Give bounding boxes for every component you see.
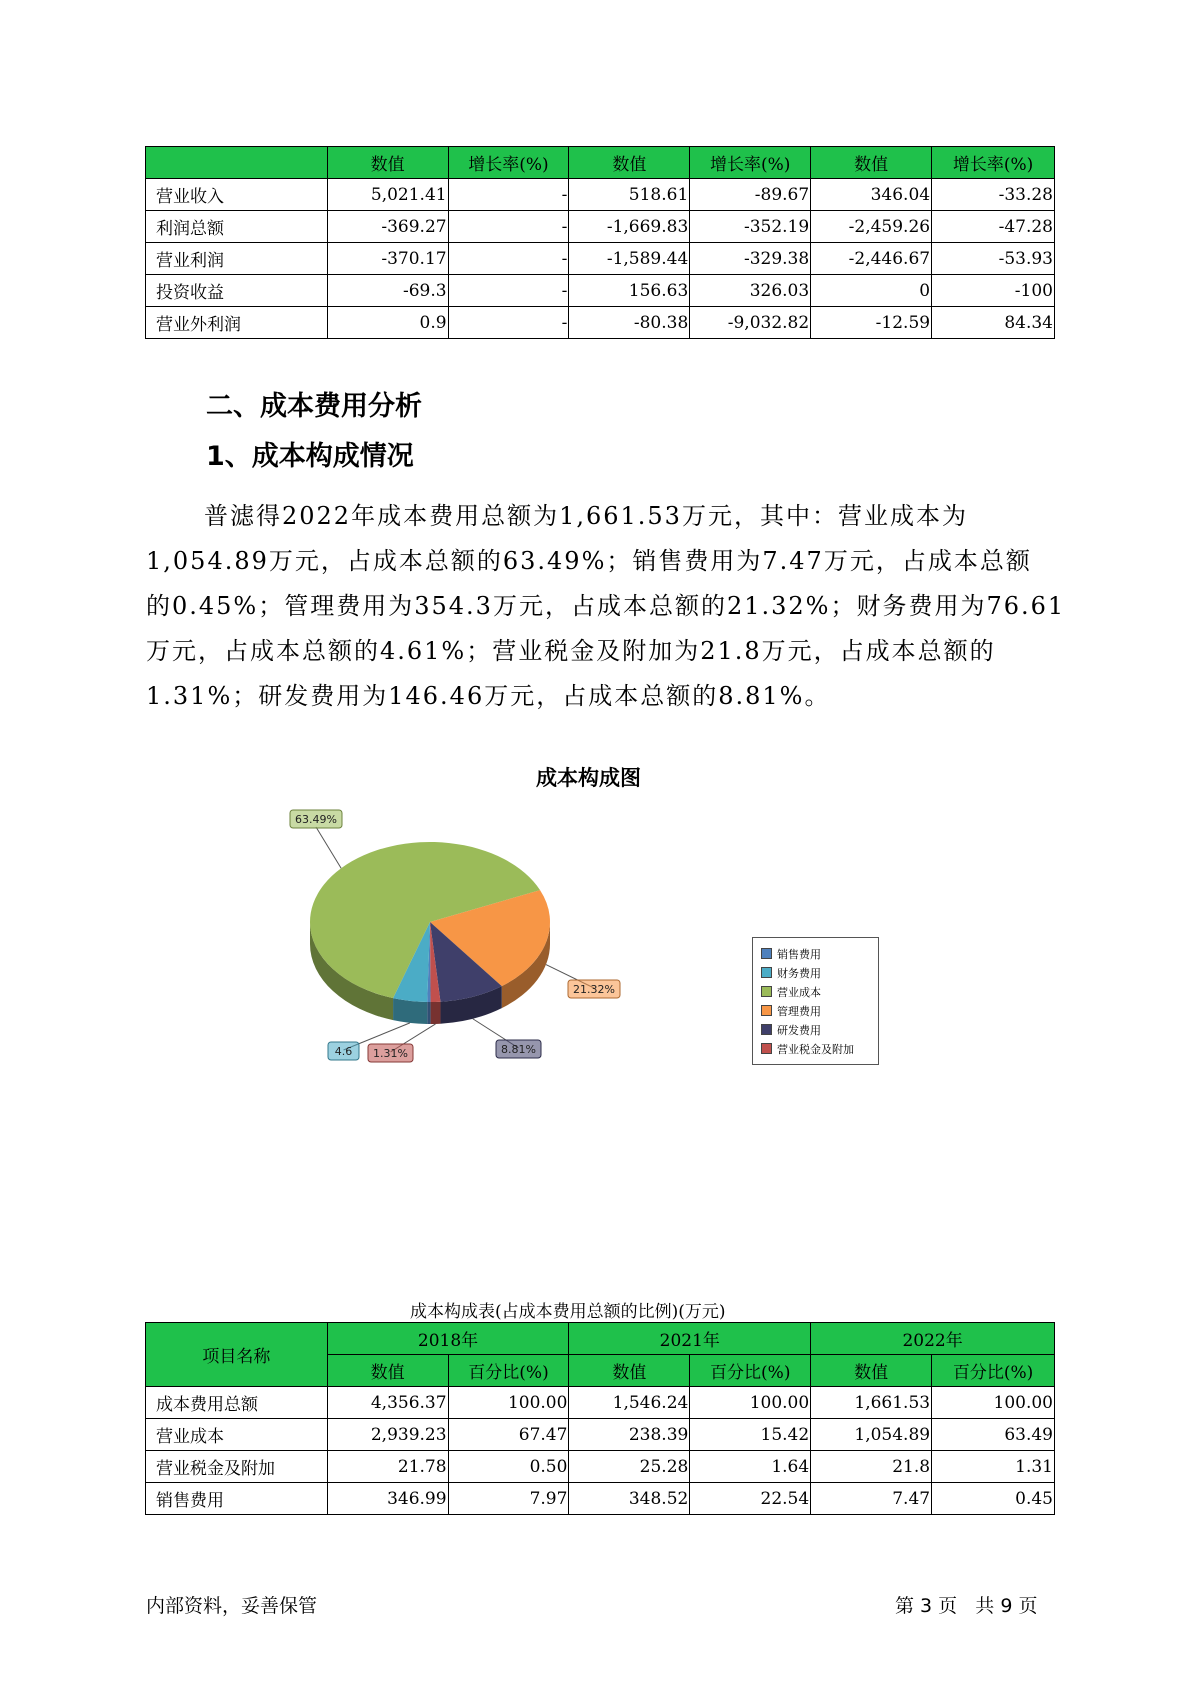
table-cell: 7.47 [811, 1483, 932, 1515]
header-cell: 项目名称 [146, 1323, 328, 1387]
header-cell: 数值 [569, 1355, 690, 1387]
legend-swatch [761, 948, 772, 959]
table-cell: 1.31 [932, 1451, 1055, 1483]
header-cell: 数值 [327, 1355, 448, 1387]
table-cell: 15.42 [690, 1419, 811, 1451]
table-cell: 22.54 [690, 1483, 811, 1515]
header-cell: 百分比(%) [448, 1355, 569, 1387]
footer-page-number: 第 3 页 共 9 页 [895, 1595, 1038, 1617]
subsection-title: 1、成本构成情况 [206, 441, 414, 472]
table-row [146, 1451, 1055, 1483]
legend-swatch [761, 986, 772, 997]
table-cell: -47.28 [932, 211, 1055, 243]
table-cell: -9,032.82 [690, 307, 811, 339]
legend-item [753, 1039, 878, 1058]
header-cell: 增长率(%) [932, 147, 1055, 179]
legend-item [753, 944, 878, 963]
section-title: 二、成本费用分析 [206, 391, 422, 422]
legend-item [753, 963, 878, 982]
paragraph-line: 万元，占成本总额的4.61%；营业税金及附加为21.8万元，占成本总额的 [146, 637, 996, 665]
footer-confidential: 内部资料，妥善保管 [146, 1595, 318, 1617]
table-cell: 67.47 [448, 1419, 569, 1451]
table-cell: - [448, 211, 569, 243]
legend-label: 财务费用 [777, 966, 821, 980]
cost-table-caption: 成本构成表(占成本费用总额的比例)(万元) [410, 1302, 726, 1322]
table-cell: 营业税金及附加 [146, 1451, 328, 1483]
table-cell: 21.8 [811, 1451, 932, 1483]
table-cell: 1,054.89 [811, 1419, 932, 1451]
table-cell: 投资收益 [146, 275, 328, 307]
table-row [146, 211, 1055, 243]
table-cell: 100.00 [690, 1387, 811, 1419]
pie-label: 21.32% [573, 983, 615, 996]
table-cell: -12.59 [811, 307, 932, 339]
table-cell: 238.39 [569, 1419, 690, 1451]
table-cell: - [448, 243, 569, 275]
legend-swatch [761, 967, 772, 978]
table-cell: -1,669.83 [569, 211, 690, 243]
year-header-cell: 2018年 [327, 1323, 569, 1355]
header-cell [146, 147, 328, 179]
table-cell: 84.34 [932, 307, 1055, 339]
chart-legend [752, 937, 879, 1065]
header-cell: 百分比(%) [932, 1355, 1055, 1387]
analysis-paragraph [146, 494, 1066, 719]
table-cell: 2,939.23 [327, 1419, 448, 1451]
table-cell: - [448, 179, 569, 211]
legend-label: 销售费用 [777, 947, 821, 961]
table-cell: 利润总额 [146, 211, 328, 243]
table-cell: - [448, 307, 569, 339]
legend-label: 营业成本 [777, 985, 821, 999]
cost-pie-chart [260, 813, 620, 1080]
table-cell: -369.27 [327, 211, 448, 243]
paragraph-line: 1,054.89万元，占成本总额的63.49%；销售费用为7.47万元，占成本总额 [146, 547, 1032, 575]
table-cell: 348.52 [569, 1483, 690, 1515]
year-header-cell: 2021年 [569, 1323, 811, 1355]
table-header-row [146, 1323, 1055, 1355]
table-cell: 营业收入 [146, 179, 328, 211]
table-cell: 1.64 [690, 1451, 811, 1483]
table-cell: 518.61 [569, 179, 690, 211]
pie-label: 1.31% [373, 1047, 408, 1060]
pie-slice-side [431, 1002, 441, 1024]
table-cell: -33.28 [932, 179, 1055, 211]
table-cell: 156.63 [569, 275, 690, 307]
table-cell: 0.50 [448, 1451, 569, 1483]
table-cell: 0.45 [932, 1483, 1055, 1515]
table-header-row [146, 147, 1055, 179]
paragraph-line: 1.31%；研发费用为146.46万元，占成本总额的8.81%。 [146, 682, 831, 710]
table-cell: 0 [811, 275, 932, 307]
table-cell: -53.93 [932, 243, 1055, 275]
table-cell: 营业外利润 [146, 307, 328, 339]
chart-title: 成本构成图 [536, 766, 641, 790]
table-cell: 0.9 [327, 307, 448, 339]
table-cell: 1,661.53 [811, 1387, 932, 1419]
header-cell: 百分比(%) [690, 1355, 811, 1387]
header-cell: 数值 [569, 147, 690, 179]
legend-item [753, 1001, 878, 1020]
table-cell: 346.99 [327, 1483, 448, 1515]
table-cell: - [448, 275, 569, 307]
header-cell: 增长率(%) [448, 147, 569, 179]
table-row [146, 1419, 1055, 1451]
table-row [146, 307, 1055, 339]
header-cell: 数值 [327, 147, 448, 179]
table-cell: 成本费用总额 [146, 1387, 328, 1419]
pie-slice-side [393, 998, 427, 1024]
table-cell: 100.00 [932, 1387, 1055, 1419]
financial-summary-table [145, 146, 1055, 339]
table-cell: 销售费用 [146, 1483, 328, 1515]
pie-label: 8.81% [501, 1043, 536, 1056]
table-cell: 7.97 [448, 1483, 569, 1515]
pie-slice-side [427, 1002, 430, 1024]
table-cell: -1,589.44 [569, 243, 690, 275]
table-cell: -69.3 [327, 275, 448, 307]
legend-item [753, 1020, 878, 1039]
table-cell: -80.38 [569, 307, 690, 339]
legend-swatch [761, 1024, 772, 1035]
table-cell: 21.78 [327, 1451, 448, 1483]
legend-swatch [761, 1005, 772, 1016]
table-cell: 326.03 [690, 275, 811, 307]
cost-structure-table [145, 1322, 1055, 1515]
pie-label-leader [316, 827, 341, 868]
table-row [146, 1483, 1055, 1515]
header-cell: 增长率(%) [690, 147, 811, 179]
legend-label: 管理费用 [777, 1004, 821, 1018]
legend-item [753, 982, 878, 1001]
table-cell: 1,546.24 [569, 1387, 690, 1419]
header-cell: 数值 [811, 147, 932, 179]
table-cell: 4,356.37 [327, 1387, 448, 1419]
table-cell: -2,446.67 [811, 243, 932, 275]
legend-label: 营业税金及附加 [777, 1042, 854, 1056]
table-cell: 100.00 [448, 1387, 569, 1419]
table-row [146, 275, 1055, 307]
table-cell: -352.19 [690, 211, 811, 243]
pie-label: 4.6 [334, 1045, 353, 1058]
table-cell: 5,021.41 [327, 179, 448, 211]
table-row [146, 179, 1055, 211]
table-cell: 346.04 [811, 179, 932, 211]
table-cell: 63.49 [932, 1419, 1055, 1451]
legend-swatch [761, 1043, 772, 1054]
table-cell: -89.67 [690, 179, 811, 211]
table-cell: -100 [932, 275, 1055, 307]
pie-label: 63.49% [295, 813, 337, 826]
table-cell: -2,459.26 [811, 211, 932, 243]
year-header-cell: 2022年 [811, 1323, 1055, 1355]
table-cell: 营业成本 [146, 1419, 328, 1451]
table-cell: -329.38 [690, 243, 811, 275]
table-cell: -370.17 [327, 243, 448, 275]
table-cell: 25.28 [569, 1451, 690, 1483]
table-cell: 营业利润 [146, 243, 328, 275]
header-cell: 数值 [811, 1355, 932, 1387]
paragraph-line: 的0.45%；管理费用为354.3万元，占成本总额的21.32%；财务费用为76.61 [146, 592, 1066, 620]
table-row [146, 1387, 1055, 1419]
legend-label: 研发费用 [777, 1023, 821, 1037]
paragraph-line: 普滤得2022年成本费用总额为1,661.53万元，其中：营业成本为 [204, 502, 968, 530]
table-row [146, 243, 1055, 275]
